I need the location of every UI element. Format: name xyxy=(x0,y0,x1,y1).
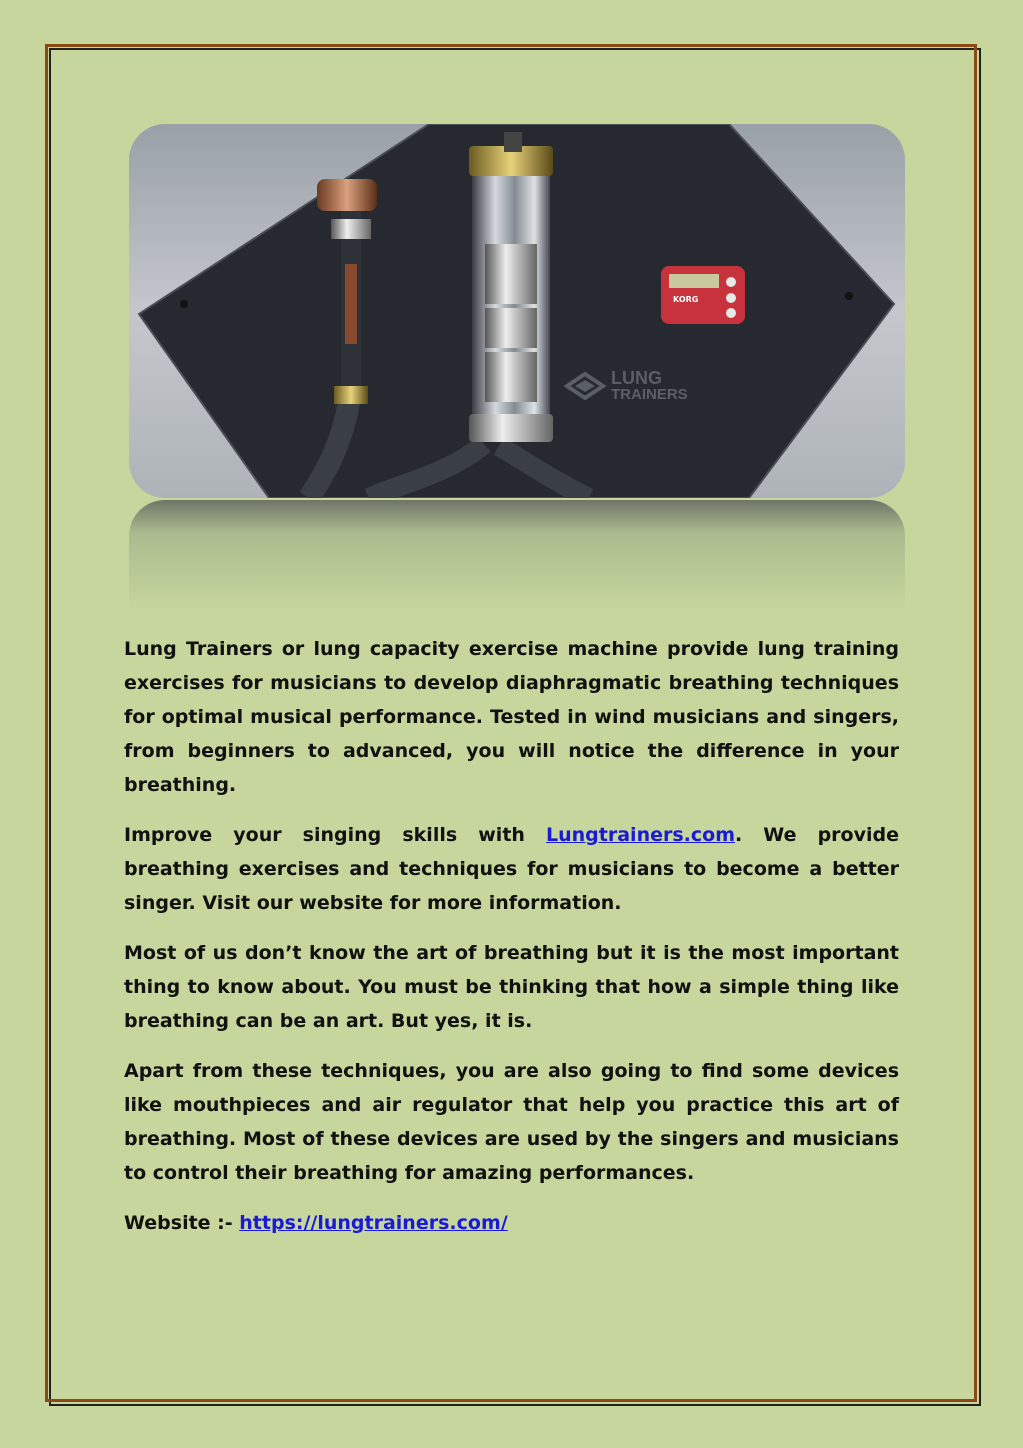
website-link[interactable]: https://lungtrainers.com/ xyxy=(239,1212,508,1234)
paragraph-improve-end: . We provide breathing exercises and techniques for musicians to become a better singer. Visit our website for more information. xyxy=(124,824,899,914)
paragraph-improve-start: Improve your singing skills with xyxy=(124,824,547,846)
website-line xyxy=(124,1206,899,1240)
product-photo xyxy=(129,124,905,498)
paragraph-improve xyxy=(124,818,899,920)
website-label: Website :- xyxy=(124,1212,240,1234)
paragraph-art: Most of us don’t know the art of breathing but it is the most important thing to know about. You must be thinking that how a simple thing like breathing can be an art. But yes, it is. xyxy=(124,942,899,1032)
logo-line2: TRAINERS xyxy=(611,386,688,403)
article-body xyxy=(124,632,899,1256)
lungtrainers-link[interactable]: Lungtrainers.com xyxy=(546,824,735,846)
logo-line1: LUNG xyxy=(611,368,662,388)
photo-reflection xyxy=(129,500,905,610)
paragraph-devices: Apart from these techniques, you are also going to find some devices like mouthpieces and air regulator that help you practice this art of breathing. Most of these devices are used by the singers and musicians to control their breathing for amazing performances. xyxy=(124,1060,899,1184)
paragraph-intro: Lung Trainers or lung capacity exercise machine provide lung training exercises for musicians to develop diaphragmatic breathing techniques for optimal musical performance. Tested in wind musicians and singers, from beginners to advanced, you will notice the difference in your breathing. xyxy=(124,638,899,796)
device-brand-label: KORG xyxy=(673,295,699,304)
